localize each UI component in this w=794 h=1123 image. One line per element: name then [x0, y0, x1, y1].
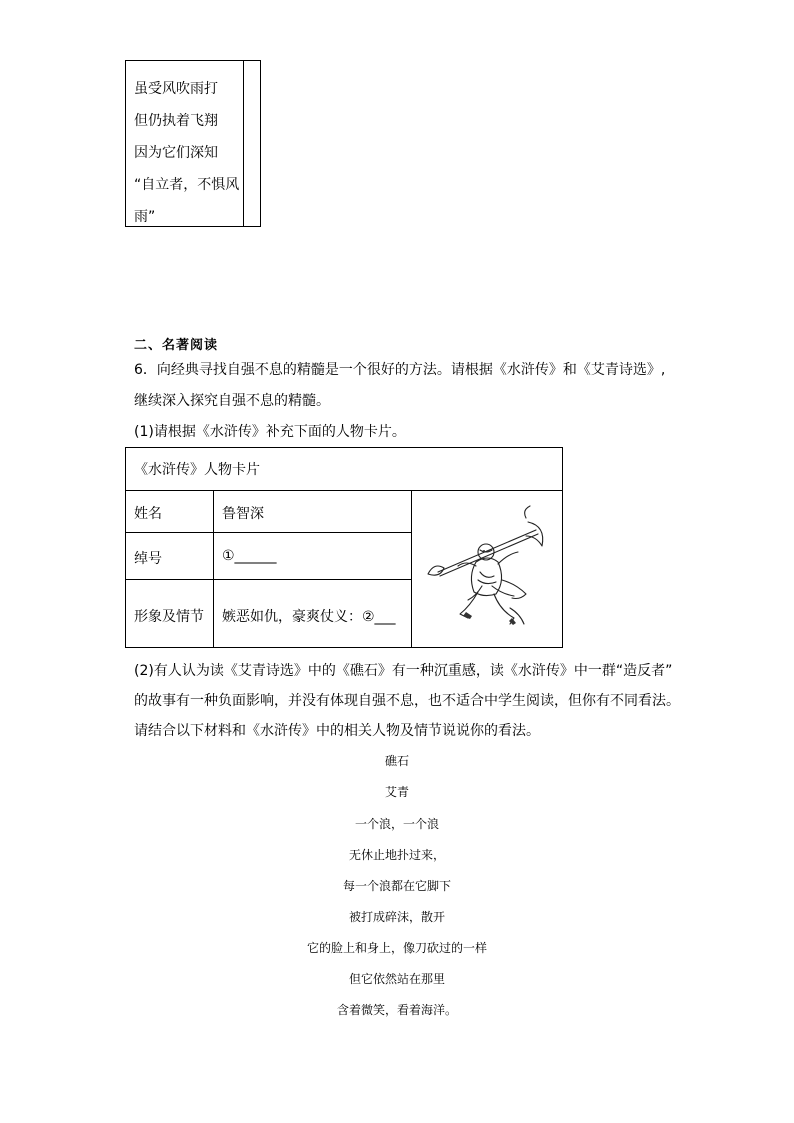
poem-title: 礁石 — [384, 754, 409, 768]
poem-excerpt-line: 虽受风吹雨打 — [134, 81, 218, 97]
column-divider — [411, 490, 412, 647]
sub-question-2: 的故事有一种负面影响，并没有体现自强不息，也不适合中学生阅读，但你有不同看法。 — [134, 693, 680, 709]
label-image-plot: 形象及情节 — [134, 609, 204, 625]
poem-line: 被打成碎沫，散开 — [348, 910, 445, 924]
poem-line: 每一个浪都在它脚下 — [342, 879, 451, 893]
sub-question-2: 请结合以下材料和《水浒传》中的相关人物及情节说说你的看法。 — [134, 723, 540, 739]
poem-line: 但它依然站在那里 — [348, 972, 445, 986]
column-divider — [213, 490, 214, 647]
section-heading: 二、名著阅读 — [134, 338, 219, 353]
poem-line: 一个浪，一个浪 — [354, 817, 439, 831]
label-name: 姓名 — [134, 506, 162, 522]
card-title-row — [126, 448, 562, 491]
question-text: 继续深入探究自强不息的精髓。 — [134, 393, 330, 409]
value-image-plot: 嫉恶如仇，豪爽仗义：②___ — [222, 609, 396, 625]
poem-excerpt-line: 因为它们深知 — [134, 145, 218, 161]
lu-zhishen-illustration — [418, 500, 558, 640]
sub-question-1: (1)请根据《水浒传》补充下面的人物卡片。 — [134, 424, 406, 440]
poem-excerpt-line: “自立者，不惧风 — [134, 177, 240, 193]
question-text: 6．向经典寻找自强不息的精髓是一个很好的方法。请根据《水浒传》和《艾青诗选》, — [134, 362, 666, 378]
row-divider — [126, 532, 411, 533]
poem-line: 它的脸上和身上，像刀砍过的一样 — [306, 941, 487, 955]
poem-excerpt-lines — [134, 73, 244, 233]
character-card-table — [125, 447, 563, 648]
poem-author: 艾青 — [384, 785, 409, 799]
row-divider — [126, 579, 411, 580]
poem-excerpt-line: 雨” — [134, 209, 156, 225]
poem-excerpt-line: 但仍执着飞翔 — [134, 113, 218, 129]
poem-excerpt-box — [125, 60, 261, 227]
value-nickname: ①______ — [222, 548, 277, 564]
sub-question-2: (2)有人认为读《艾青诗选》中的《礁石》有一种沉重感，读《水浒传》中一群“造反者” — [134, 663, 673, 679]
poem-line: 无休止地扑过来， — [348, 848, 445, 862]
value-name: 鲁智深 — [222, 506, 264, 522]
poem-line: 含着微笑，看着海洋。 — [336, 1003, 457, 1017]
card-title: 《水浒传》人物卡片 — [134, 462, 260, 478]
label-nickname: 绰号 — [134, 551, 162, 567]
